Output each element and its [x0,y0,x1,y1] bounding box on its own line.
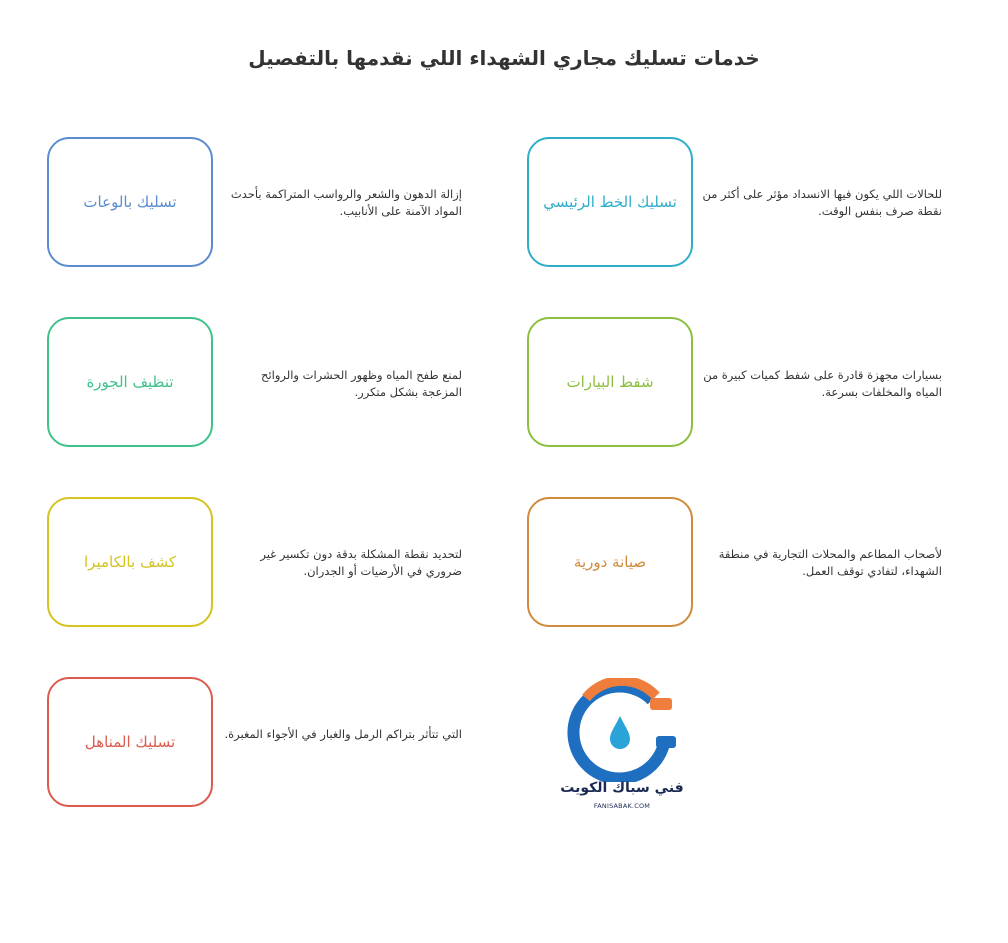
logo-site: FANISABAK.COM [593,802,651,810]
desc-periodic-maintenance: لأصحاب المطاعم والمحلات التجارية في منطقة الشهداء، لتفادي توقف العمل. [718,547,942,578]
card-septic-pumping [527,317,693,447]
card-main-line [527,137,693,267]
desc-drain-cleaning: إزالة الدهون والشعر والرواسب المتراكمة بأحدث المواد الآمنة على الأنابيب. [230,187,462,218]
card-label: تسليك المناهل [84,733,176,751]
card-periodic-maintenance [527,497,693,627]
card-label: شفط البيارات [566,373,654,391]
card-tank-cleaning [47,317,213,447]
desc-manhole-cleaning: التي تتأثر بتراكم الرمل والغبار في الأجواء المغبرة. [224,727,462,741]
logo-name: فني سباك الكويت [560,780,684,796]
desc-camera-inspection: لتحديد نقطة المشكلة بدقة دون تكسير غير ضروري في الأرضيات أو الجدران. [260,547,462,578]
pipe-end [656,736,676,748]
desc-main-line: للحالات اللي يكون فيها الانسداد مؤثر على أكثر من نقطة صرف بنفس الوقت. [702,187,942,218]
water-drop-icon [610,716,630,749]
brand-logo [560,678,684,828]
card-manhole-cleaning [47,677,213,807]
card-label: تسليك بالوعات [83,193,177,211]
pipe-joint [650,698,672,710]
card-label: تنظيف الجورة [86,373,174,391]
card-label: كشف بالكاميرا [84,553,176,571]
card-label: تسليك الخط الرئيسي [543,193,677,211]
pipe-drop-icon [560,678,684,782]
page-title: خدمات تسليك مجاري الشهداء اللي نقدمها بالتفصيل [248,46,760,70]
card-camera-inspection [47,497,213,627]
desc-tank-cleaning: لمنع طفح المياه وظهور الحشرات والروائح المزعجة بشكل متكرر. [261,368,462,399]
desc-septic-pumping: بسيارات مجهزة قادرة على شفط كميات كبيرة من المياه والمخلفات بسرعة. [703,368,942,399]
card-label: صيانة دورية [573,553,647,571]
card-drain-cleaning [47,137,213,267]
